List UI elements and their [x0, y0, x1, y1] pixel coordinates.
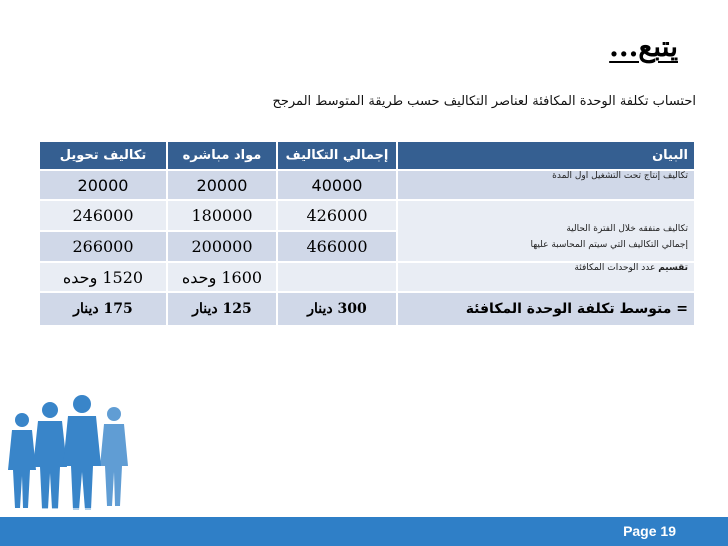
- row-total: 40000: [277, 170, 397, 200]
- row-materials: 1600 وحده: [167, 262, 277, 292]
- table-row-result: [39, 292, 695, 326]
- person-figure: [8, 413, 36, 508]
- row-conversion: 1520 وحده: [39, 262, 167, 292]
- row-description: = متوسط تكلفة الوحدة المكافئة: [397, 292, 695, 326]
- table-header-row: [39, 141, 695, 170]
- row-description: تكاليف منفقه خلال الفترة الحالية: [566, 224, 688, 234]
- row-conversion: 246000: [40, 201, 166, 230]
- row-description: إجمالي التكاليف التي سيتم المحاسبة عليها: [530, 240, 688, 250]
- row-conversion: 20000: [39, 170, 167, 200]
- row-materials: 20000: [167, 170, 277, 200]
- row-materials: 125 دينار: [167, 292, 277, 326]
- table-row: [39, 170, 695, 200]
- table-row-merged: [39, 200, 695, 262]
- slide-subtitle: احتساب تكلفة الوحدة المكافئة لعناصر التكاليف حسب طريقة المتوسط المرجح: [272, 94, 696, 109]
- row-description-lead: تقسيم: [658, 263, 688, 273]
- row-description-rest: عدد الوحدات المكافئة: [574, 263, 659, 273]
- person-figure: [33, 402, 67, 509]
- slide-title: يتبع...: [609, 30, 678, 63]
- row-total: 466000: [278, 230, 396, 261]
- page-number: Page 19: [623, 523, 676, 539]
- row-materials: 200000: [168, 230, 276, 261]
- row-total-pair: [277, 200, 397, 262]
- header-conversion: تكاليف تحويل: [39, 141, 167, 170]
- row-conversion: 266000: [40, 230, 166, 261]
- row-total: 426000: [278, 201, 396, 230]
- row-total: 300 دينار: [277, 292, 397, 326]
- row-materials-pair: [167, 200, 277, 262]
- header-total: إجمالي التكاليف: [277, 141, 397, 170]
- row-description: [397, 262, 695, 292]
- row-conversion-pair: [39, 200, 167, 262]
- row-materials: 180000: [168, 201, 276, 230]
- footer-bar: [0, 517, 728, 546]
- row-description-pair: [397, 200, 695, 262]
- cost-table: [38, 140, 696, 327]
- row-total: [277, 262, 397, 292]
- business-people-graphic: [0, 380, 150, 520]
- row-conversion: 175 دينار: [39, 292, 167, 326]
- header-materials: مواد مباشره: [167, 141, 277, 170]
- header-description: البيان: [397, 141, 695, 170]
- row-description: تكاليف إنتاج تحت التشغيل أول المدة: [397, 170, 695, 200]
- person-figure: [100, 407, 128, 506]
- person-figure: [63, 395, 101, 510]
- table-row: [39, 262, 695, 292]
